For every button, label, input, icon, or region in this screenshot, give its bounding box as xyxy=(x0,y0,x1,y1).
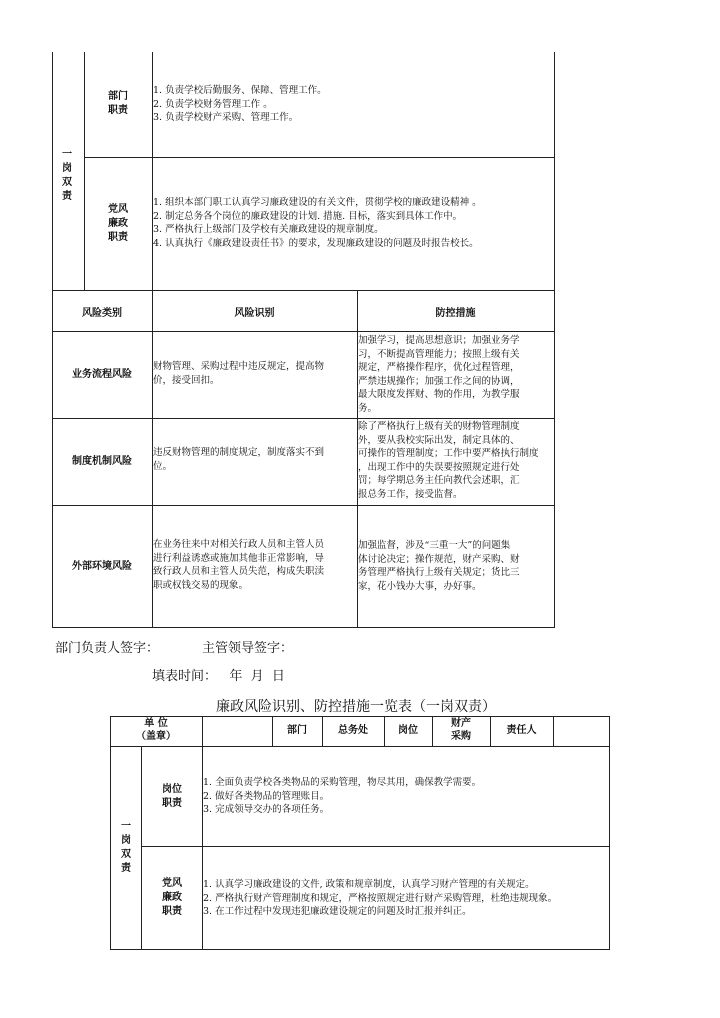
header-risk-identification: 风险识别 xyxy=(234,308,275,319)
risk-identify-system: 违反财物管理的制度规定，制度落实不到 位。 xyxy=(153,447,325,472)
post-label: 岗位 xyxy=(398,725,418,736)
risk-identify-external: 在业务往来中对相关行政人员和主管人员 进行利益诱惑或施加其他非正常影响，导 致行政人员和主管人员失范，构成失职渎 职或权钱交易的现象。 xyxy=(153,539,325,591)
second-party-duty-label: 党风 廉政 职责 xyxy=(162,878,182,917)
risk-measures-business: 加强学习，提高思想意识；加强业务学 习，不断提高管理能力；按照上级有关 规定，严格操作程序，优化过程管理， 严禁违规操作；加强工作之间的协调， 最大限度发挥财、物的作用，为教学服 务。 xyxy=(358,335,520,414)
second-one-post-two-duties-label: 一 岗 双 责 xyxy=(121,821,131,874)
dept-value: 总务处 xyxy=(338,725,368,736)
risk-measures-external: 加强监督，涉及“三重一大”的问题集 体讨论决定；操作规范，财产采购、财 务管理严格执行上级有关规定；货比三 家，花小钱办大事，办好事。 xyxy=(358,540,520,592)
supervisor-signature: 主管领导签字： xyxy=(202,641,294,656)
dept-label: 部门 xyxy=(287,725,307,736)
owner-label: 责任人 xyxy=(506,725,537,736)
post-value: 财产 采购 xyxy=(451,718,471,742)
risk-category-system: 制度机制风险 xyxy=(72,456,132,467)
dept-duty-text: 1. 负责学校后勤服务、保障、管理工作。 2. 负责学校财务管理工作 。 3. 负责学校财产采购、管理工作。 xyxy=(153,85,327,124)
dept-head-signature: 部门负责人签字： xyxy=(55,641,160,656)
one-post-two-duties-label: 一 岗 双 责 xyxy=(62,149,72,202)
party-duty-text: 1. 组织本部门职工认真学习廉政建设的有关文件，贯彻学校的廉政建设精神 。 2. 制定总务各个岗位的廉政建设的计划. 措施. 目标，落实到具体工作中。 3. 严格执行上级部门及学校有关廉政建设的规章制度。 4. 认真执行《廉政建设责任书》的要求，发现廉政建设的问题及时报告校长。 xyxy=(153,197,482,249)
post-duty-text: 1. 全面负责学校各类物品的采购管理，物尽其用，确保教学需要。 2. 做好各类物品的管理账目。 3. 完成领导交办的各项任务。 xyxy=(203,777,482,816)
header-control-measures: 防控措施 xyxy=(435,308,476,319)
header-risk-category: 风险类别 xyxy=(82,308,122,319)
risk-category-external: 外部环境风险 xyxy=(72,561,132,572)
fill-date: 填表时间： 年 月 日 xyxy=(152,669,285,684)
party-duty-label: 党风 廉政 职责 xyxy=(108,204,128,243)
risk-category-business: 业务流程风险 xyxy=(72,369,132,380)
risk-measures-system: 除了严格执行上级有关的财物管理制度 外，要从我校实际出发，制定具体的、 可操作的管理制度；工作中要严格执行制度 ，出现工作中的失误要按照规定进行处 罚；每学期总务主任向教代会述职，汇 报总务工作，接受监督。 xyxy=(358,421,539,500)
unit-label: 单 位 （盖章） xyxy=(136,718,176,742)
second-party-duty-text: 1. 认真学习廉政建设的文件, 政策和规章制度，认真学习财产管理的有关规定。 2. 严格执行财产管理制度和规定，严格按照规定进行财产采购管理，杜绝违规现象。 3. 在工作过程中发现违犯廉政建设规定的问题及时汇报并纠正。 xyxy=(203,879,558,918)
risk-identify-business: 财物管理、采购过程中违反规定，提高物 价，接受回扣。 xyxy=(153,361,325,386)
second-form-title: 廉政风险识别、防控措施一览表（一岗双责） xyxy=(216,699,496,715)
post-duty-label: 岗位 职责 xyxy=(162,784,182,809)
dept-duty-label: 部门 职责 xyxy=(108,91,128,116)
